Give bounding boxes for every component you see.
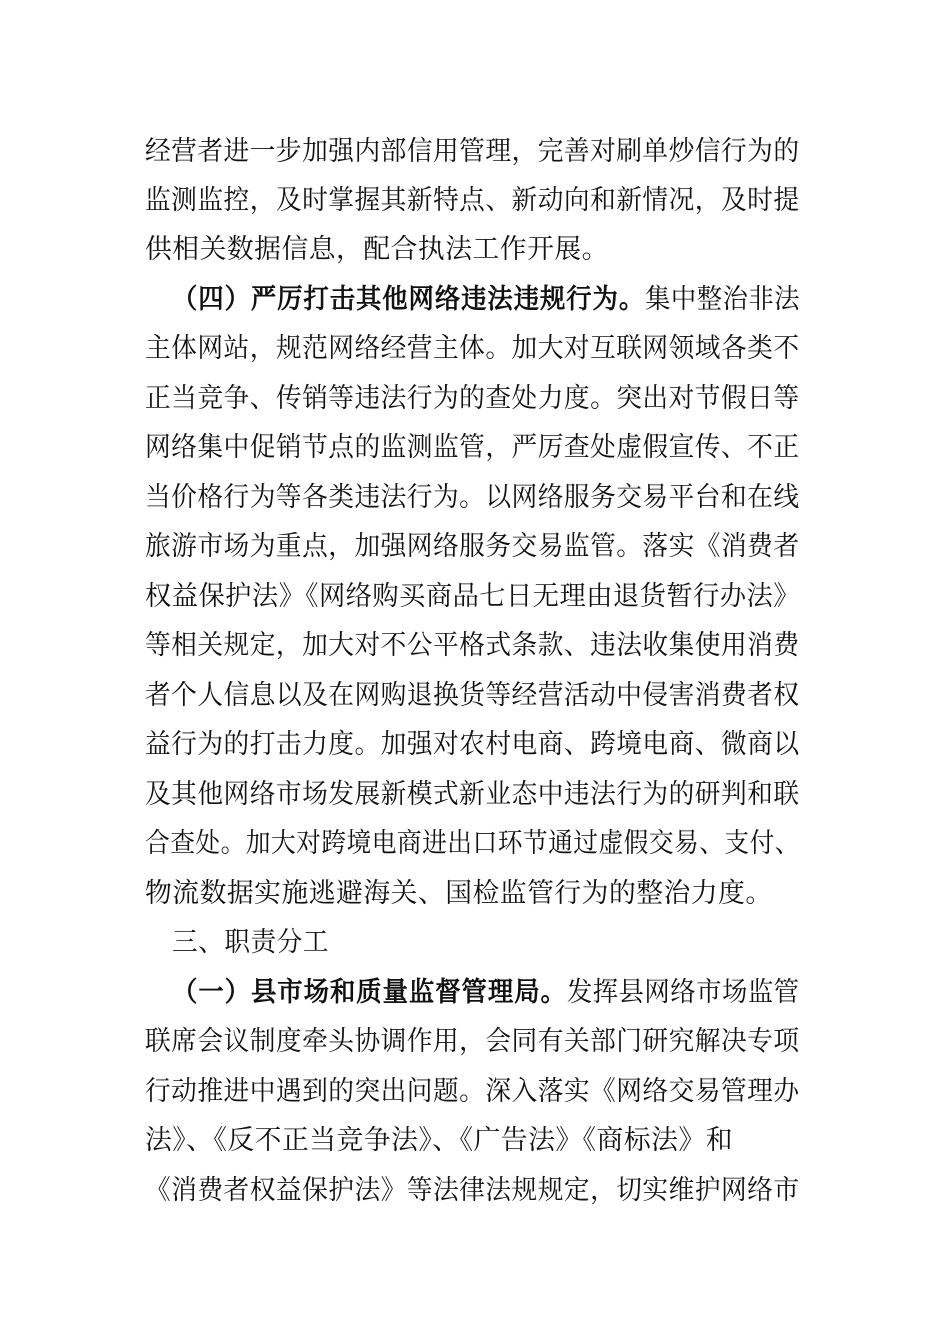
paragraph-line: 合查处。加大对跨境电商进出口环节通过虚假交易、支付、 [145, 828, 800, 859]
paragraph-line: 经营者进一步加强内部信用管理，完善对刷单炒信行为的 [145, 136, 800, 167]
paragraph-line: 等相关规定，加大对不公平格式条款、违法收集使用消费 [145, 630, 800, 661]
paragraph-line: 益行为的打击力度。加强对农村电商、跨境电商、微商以 [145, 729, 800, 760]
paragraph-line: 及其他网络市场发展新模式新业态中违法行为的研判和联 [145, 779, 800, 810]
paragraph-line: 物流数据实施逃避海关、国检监管行为的整治力度。 [145, 878, 773, 909]
paragraph-line: 联席会议制度牵头协调作用，会同有关部门研究解决专项 [145, 1026, 800, 1057]
item-one-heading-continuation: 发挥县网络市场监管 [566, 977, 800, 1008]
item-one-heading: （一）县市场和质量监督管理局。 [172, 977, 567, 1008]
paragraph-line: 行动推进中遇到的突出问题。深入落实《网络交易管理办 [145, 1076, 800, 1107]
paragraph-line: 《消费者权益保护法》等法律法规规定，切实维护网络市 [145, 1175, 800, 1206]
paragraph-line: 供相关数据信息，配合执法工作开展。 [145, 234, 609, 265]
paragraph-line: 网络集中促销节点的监测监管，严厉查处虚假宣传、不正 [145, 432, 800, 463]
paragraph-line: 正当竞争、传销等违法行为的查处力度。突出对节假日等 [145, 383, 800, 414]
item-one-heading-line [172, 973, 800, 1013]
paragraph-line: 权益保护法》《网络购买商品七日无理由退货暂行办法》 [145, 581, 800, 612]
paragraph-line: 法》、《反不正当竞争法》、《广告法》《商标法》和 [145, 1125, 734, 1156]
section-four-heading-continuation: 集中整治非法 [645, 284, 800, 315]
paragraph-line: 者个人信息以及在网购退换货等经营活动中侵害消费者权 [145, 680, 800, 711]
section-three-title: 三、职责分工 [172, 927, 329, 958]
paragraph-line: 当价格行为等各类违法行为。以网络服务交易平台和在线 [145, 482, 800, 513]
section-four-heading: （四）严厉打击其他网络违法违规行为。 [172, 284, 646, 315]
paragraph-line: 主体网站，规范网络经营主体。加大对互联网领域各类不 [145, 333, 800, 364]
paragraph-line: 监测监控，及时掌握其新特点、新动向和新情况，及时提 [145, 185, 800, 216]
paragraph-line: 旅游市场为重点，加强网络服务交易监管。落实《消费者 [145, 531, 800, 562]
section-four-heading-line [172, 280, 800, 320]
